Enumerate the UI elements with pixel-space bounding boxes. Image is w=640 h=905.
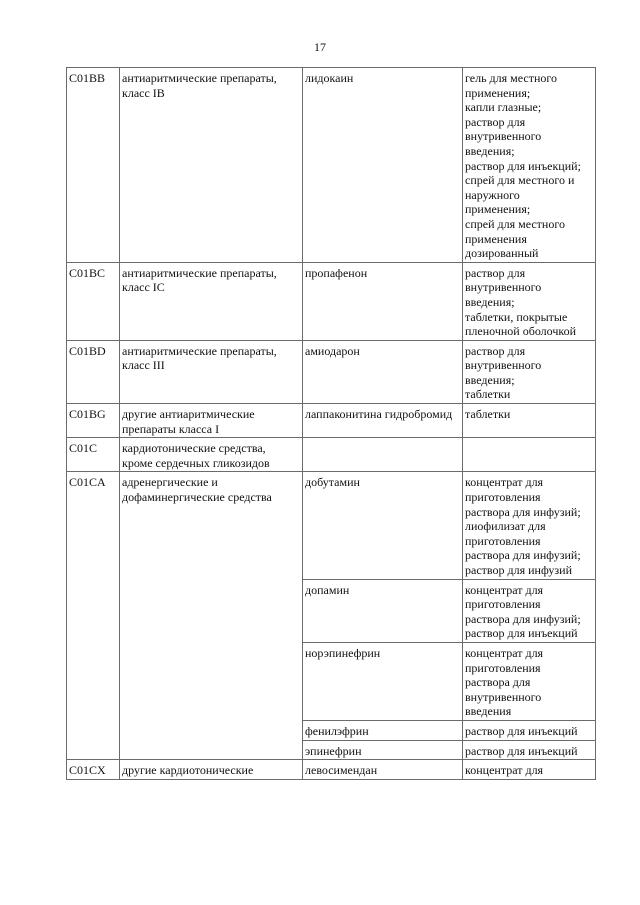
- form-line: дозированный: [465, 246, 539, 261]
- form-line: раствора для: [465, 675, 531, 690]
- form-line: таблетки, покрытые: [465, 309, 568, 324]
- group-line: препараты класса I: [122, 421, 220, 436]
- dosage-forms-cell: [463, 579, 596, 642]
- dosage-forms-cell: [463, 438, 596, 472]
- group-cell: [120, 404, 303, 438]
- group-line: кроме сердечных гликозидов: [122, 455, 270, 470]
- dosage-forms-cell: [463, 642, 596, 720]
- group-line: класс IC: [122, 280, 165, 295]
- form-line: внутривенного: [465, 129, 542, 144]
- group-cell: [120, 760, 303, 780]
- group-line: антиаритмические препараты,: [122, 265, 277, 280]
- drug-classification-table: [66, 67, 596, 780]
- form-line: внутривенного: [465, 689, 542, 704]
- form-line: раствор для инъекций: [465, 723, 578, 738]
- group-line: антиаритмические препараты,: [122, 343, 277, 358]
- form-line: внутривенного: [465, 358, 542, 373]
- group-line: кардиотонические средства,: [122, 441, 266, 456]
- form-line: внутривенного: [465, 280, 542, 295]
- dosage-forms-cell: [463, 720, 596, 740]
- form-line: спрей для местного и: [465, 173, 575, 188]
- form-line: концентрат для: [465, 475, 544, 490]
- form-line: раствор для инъекций;: [465, 158, 581, 173]
- atc-code-cell: C01BG: [67, 404, 120, 438]
- form-line: применения: [465, 231, 527, 246]
- drug-cell: амиодарон: [303, 340, 463, 403]
- form-line: пленочной оболочкой: [465, 324, 577, 339]
- form-line: введения;: [465, 372, 515, 387]
- table-row: [67, 472, 596, 579]
- drug-cell: лаппаконитина гидробромид: [303, 404, 463, 438]
- form-line: лиофилизат для: [465, 519, 546, 534]
- form-line: применения;: [465, 85, 531, 100]
- group-line: антиаритмические препараты,: [122, 71, 277, 85]
- form-line: введения;: [465, 294, 515, 309]
- page-number: 17: [314, 40, 326, 54]
- drug-cell: левосимендан: [303, 760, 463, 780]
- group-line: класс III: [122, 358, 165, 373]
- group-line: другие кардиотонические: [122, 763, 254, 778]
- drug-cell: норэпинефрин: [303, 642, 463, 720]
- form-line: таблетки: [465, 387, 511, 402]
- form-line: капли глазные;: [465, 100, 542, 115]
- form-line: приготовления: [465, 660, 541, 675]
- atc-code-cell: C01BC: [67, 262, 120, 340]
- group-line: дофаминергические средства: [122, 490, 272, 505]
- form-line: таблетки: [465, 407, 511, 422]
- atc-code-cell: C01BD: [67, 340, 120, 403]
- group-cell: [120, 472, 303, 760]
- form-line: раствора для инфузий;: [465, 504, 581, 519]
- table-row: [67, 262, 596, 340]
- form-line: раствор для: [465, 114, 526, 129]
- dosage-forms-cell: [463, 68, 596, 263]
- form-line: применения;: [465, 202, 531, 217]
- form-line: раствор для инфузий: [465, 563, 572, 577]
- form-line: концентрат для: [465, 582, 544, 597]
- drug-cell: лидокаин: [303, 68, 463, 263]
- dosage-forms-cell: [463, 340, 596, 403]
- form-line: раствора для инфузий;: [465, 611, 581, 626]
- group-cell: [120, 68, 303, 263]
- drug-cell: допамин: [303, 579, 463, 642]
- form-line: приготовления: [465, 533, 541, 548]
- table-row: [67, 340, 596, 403]
- atc-code-cell: C01C: [67, 438, 120, 472]
- table-row: [67, 760, 596, 780]
- atc-code-cell: C01CX: [67, 760, 120, 780]
- form-line: раствор для: [465, 343, 526, 358]
- form-line: раствор для инъекций: [465, 743, 578, 758]
- form-line: приготовления: [465, 597, 541, 612]
- drug-cell: добутамин: [303, 472, 463, 579]
- dosage-forms-cell: [463, 262, 596, 340]
- dosage-forms-cell: [463, 760, 596, 780]
- form-line: раствор для инъекций: [465, 626, 578, 641]
- form-line: наружного: [465, 187, 520, 202]
- form-line: раствора для инфузий;: [465, 548, 581, 563]
- group-cell: [120, 262, 303, 340]
- table-row: [67, 404, 596, 438]
- drug-cell: эпинефрин: [303, 740, 463, 760]
- atc-code-cell: C01BB: [67, 68, 120, 263]
- group-line: другие антиаритмические: [122, 407, 255, 422]
- group-cell: [120, 340, 303, 403]
- form-line: приготовления: [465, 490, 541, 505]
- form-line: концентрат для: [465, 763, 544, 778]
- atc-code-cell: C01CA: [67, 472, 120, 760]
- table-row: [67, 438, 596, 472]
- drug-cell: фенилэфрин: [303, 720, 463, 740]
- drug-cell: [303, 438, 463, 472]
- group-line: класс IB: [122, 85, 165, 100]
- group-line: адренергические и: [122, 475, 218, 490]
- form-line: раствор для: [465, 265, 526, 280]
- group-cell: [120, 438, 303, 472]
- form-line: спрей для местного: [465, 216, 565, 231]
- drug-cell: пропафенон: [303, 262, 463, 340]
- form-line: концентрат для: [465, 645, 544, 660]
- form-line: введения;: [465, 143, 515, 158]
- form-line: гель для местного: [465, 71, 557, 85]
- dosage-forms-cell: [463, 740, 596, 760]
- dosage-forms-cell: [463, 404, 596, 438]
- form-line: введения: [465, 704, 512, 719]
- dosage-forms-cell: [463, 472, 596, 579]
- table-row: [67, 68, 596, 263]
